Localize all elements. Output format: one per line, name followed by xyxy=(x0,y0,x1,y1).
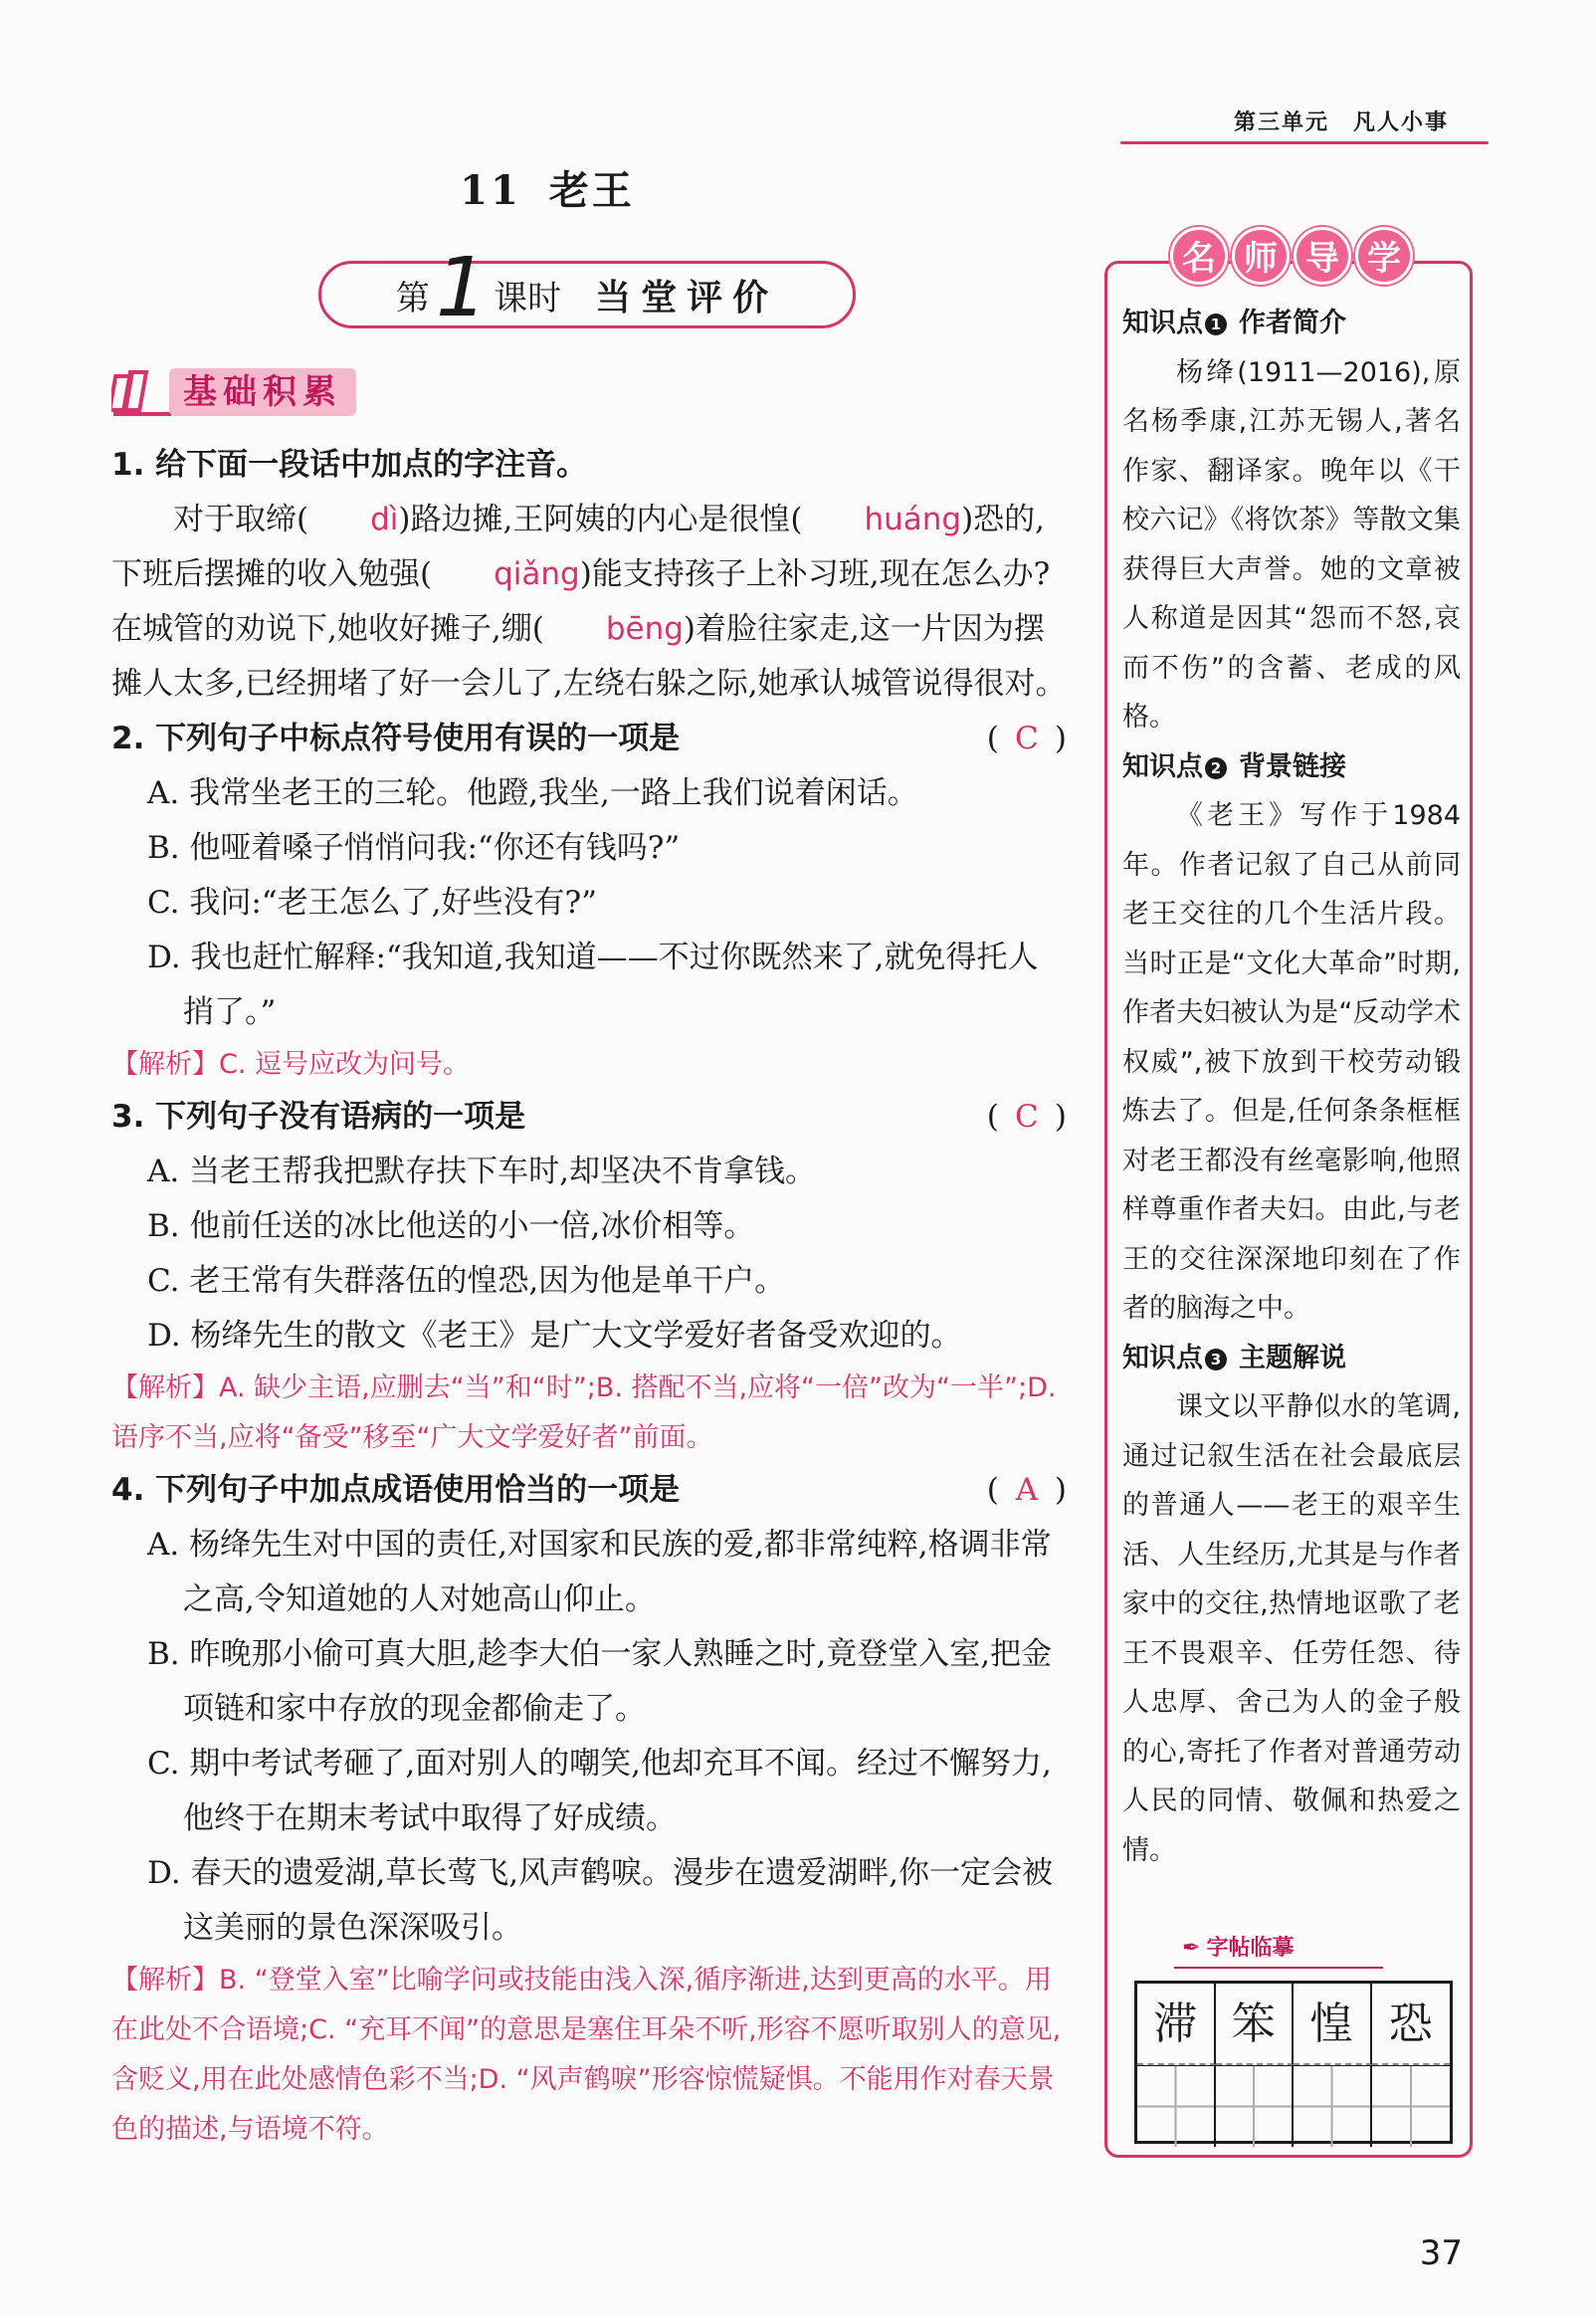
kp-title: 背景链接 xyxy=(1239,750,1346,782)
practice-cell[interactable] xyxy=(1137,2065,1216,2147)
kp-label: 知识点 xyxy=(1122,750,1203,782)
answer-blank-3: qiǎng xyxy=(494,556,580,592)
sidebar-title xyxy=(1170,227,1413,285)
passage-text: 对于取缔( xyxy=(173,502,309,537)
question-4 xyxy=(111,1463,1067,1518)
kp-title: 主题解说 xyxy=(1239,1342,1346,1373)
answer-bracket: ( C ) xyxy=(987,1090,1067,1145)
main-content xyxy=(111,438,1067,2155)
question-4-title: 4. 下列句子中加点成语使用恰当的一项是 xyxy=(111,1472,681,1508)
answer-letter: C xyxy=(1015,1099,1039,1135)
passage-text: )路边摊,王阿姨的内心是很惶( xyxy=(398,502,803,537)
unit-header: 第三单元 凡人小事 xyxy=(1233,110,1449,135)
analysis-note: 【解析】B. “登堂入室”比喻学问或技能由浅入深,循序渐进,达到更高的水平。用在此处不合语境;C. “充耳不闻”的意思是塞住耳朵不听,形容不愿听取别人的意见,含贬义,用在此处感情色彩不当;D. “风声鹤唳”形容惊慌疑惧。不能用作对春天景色的描述,与语境不符。 xyxy=(111,1965,1062,2145)
header-rule xyxy=(1120,141,1489,144)
kp-number: 3 xyxy=(1205,1349,1227,1370)
sidebar-title-char: 名 xyxy=(1170,227,1228,285)
passage-text: )能支持孩子上补习班,现在怎么办?在城管的劝说下,她收好摊子,绷( xyxy=(111,556,1051,647)
question-2-title: 2. 下列句子中标点符号使用有误的一项是 xyxy=(111,721,681,756)
practice-cell[interactable] xyxy=(1216,2065,1295,2147)
period-prefix: 第 xyxy=(395,278,430,318)
kp1-text: 杨绛(1911—2016),原名杨季康,江苏无锡人,著名作家、翻译家。晚年以《干校六记》《将饮茶》等散文集获得巨大声誉。她的文章被人称道是因其“怨而不怒,哀而不伤”的含蓄、老成的风格。 xyxy=(1122,356,1461,733)
answer-letter: A xyxy=(1015,1472,1039,1508)
period-suffix: 课时 xyxy=(494,278,562,318)
knowledge-point-2 xyxy=(1122,742,1461,792)
answer-blank-2: huáng xyxy=(864,502,962,537)
answer-letter: C xyxy=(1015,721,1039,756)
copy-label-rule xyxy=(1174,1967,1383,1969)
answer-blank-1: dì xyxy=(370,502,399,537)
option: B. 他前任送的冰比他送的小一倍,冰价相等。 xyxy=(147,1208,755,1244)
question-3-title: 3. 下列句子没有语病的一项是 xyxy=(111,1099,526,1135)
kp-number: 2 xyxy=(1205,757,1227,779)
question-1-passage xyxy=(111,493,1067,712)
section-label: 基础积累 xyxy=(169,368,356,416)
kp2-text: 《老王》写作于1984年。作者记叙了自己从前同老王交往的几个生活片段。当时正是“文化大革命”时期,作者夫妇被认为是“反动学术权威”,被下放到干校劳动锻炼去了。但是,任何条条框框对老王都没有丝毫影响,他照样尊重作者夫妇。由此,与老王的交往深深地印刻在了作者的脑海之中。 xyxy=(1122,800,1461,1324)
practice-cell[interactable] xyxy=(1294,2065,1372,2147)
option: B. 他哑着嗓子悄悄问我:“你还有钱吗?” xyxy=(147,830,681,866)
copy-char: 恐 xyxy=(1372,1984,1451,2065)
copy-practice-label: ✒ 字帖临摹 xyxy=(1182,1931,1294,1962)
lesson-name: 老王 xyxy=(548,167,635,214)
option: D. 我也赶忙解释:“我知道,我知道——不过你既然来了,就免得托人捎了。” xyxy=(147,940,1039,1030)
copy-char: 滞 xyxy=(1137,1984,1216,2065)
lesson-number: 11 xyxy=(460,167,521,214)
copy-char: 惶 xyxy=(1294,1984,1372,2065)
sidebar-title-char: 学 xyxy=(1355,227,1413,285)
question-1-title: 1. 给下面一段话中加点的字注音。 xyxy=(111,447,588,483)
answer-blank-4: bēng xyxy=(605,611,684,647)
answer-bracket: ( C ) xyxy=(987,712,1067,766)
copy-char: 笨 xyxy=(1216,1984,1295,2065)
analysis-note: 【解析】C. 逗号应改为问号。 xyxy=(111,1049,471,1080)
period-banner xyxy=(318,241,856,335)
option: A. 当老王帮我把默存扶下车时,却坚决不肯拿钱。 xyxy=(147,1154,816,1189)
book-icon xyxy=(111,366,175,418)
analysis-note: 【解析】A. 缺少主语,应删去“当”和“时”;B. 搭配不当,应将“一倍”改为“一半”;D. 语序不当,应将“备受”移至“广大文学爱好者”前面。 xyxy=(111,1372,1057,1453)
kp-label: 知识点 xyxy=(1122,1342,1203,1373)
answer-bracket: ( A ) xyxy=(987,1463,1067,1518)
option: A. 杨绛先生对中国的责任,对国家和民族的爱,都非常纯粹,格调非常之高,令知道她的人对她高山仰止。 xyxy=(147,1527,1052,1617)
period-label: 当堂评价 xyxy=(595,277,779,318)
option: B. 昨晚那小偷可真大胆,趁李大伯一家人熟睡之时,竟登堂入室,把金项链和家中存放的现金都偷走了。 xyxy=(147,1636,1053,1727)
passage-text: )恐的,下班后摆摊的收入勉强( xyxy=(111,502,1046,592)
passage-text: )着脸往家走,这一片因为摆摊人太多,已经拥堵了好一会儿了,左绕右躲之际,她承认城管说得很对。 xyxy=(111,611,1067,702)
period-number: 1 xyxy=(435,241,489,335)
option: A. 我常坐老王的三轮。他蹬,我坐,一路上我们说着闲话。 xyxy=(147,775,918,811)
copy-practice-grid xyxy=(1134,1981,1453,2144)
option: C. 老王常有失群落伍的惶恐,因为他是单干户。 xyxy=(147,1263,786,1299)
sidebar-content xyxy=(1122,299,1461,1875)
lesson-title xyxy=(0,159,1095,216)
option: D. 杨绛先生的散文《老王》是广大文学爱好者备受欢迎的。 xyxy=(147,1318,962,1354)
option: C. 我问:“老王怎么了,好些没有?” xyxy=(147,885,597,921)
page-number: 37 xyxy=(1419,2233,1463,2273)
sidebar-title-char: 师 xyxy=(1232,227,1290,285)
kp3-text: 课文以平静似水的笔调,通过记叙生活在社会最底层的普通人——老王的艰辛生活、人生经历,尤其是与作者家中的交往,热情地讴歌了老王不畏艰辛、任劳任怨、待人忠厚、舍己为人的金子般的心,寄托了作者对普通劳动人民的同情、敬佩和热爱之情。 xyxy=(1122,1391,1461,1866)
kp-number: 1 xyxy=(1205,314,1227,335)
knowledge-point-1 xyxy=(1122,299,1461,348)
sidebar-title-char: 导 xyxy=(1294,227,1351,285)
question-3 xyxy=(111,1090,1067,1145)
practice-cell[interactable] xyxy=(1372,2065,1451,2147)
kp-label: 知识点 xyxy=(1122,308,1203,338)
question-2 xyxy=(111,712,1067,766)
kp-title: 作者简介 xyxy=(1239,308,1346,338)
knowledge-point-3 xyxy=(1122,1334,1461,1383)
option: C. 期中考试考砸了,面对别人的嘲笑,他却充耳不闻。经过不懈努力,他终于在期末考试中取得了好成绩。 xyxy=(147,1746,1052,1836)
option: D. 春天的遗爱湖,草长莺飞,风声鹤唳。漫步在遗爱湖畔,你一定会被这美丽的景色深深吸引。 xyxy=(147,1855,1054,1946)
